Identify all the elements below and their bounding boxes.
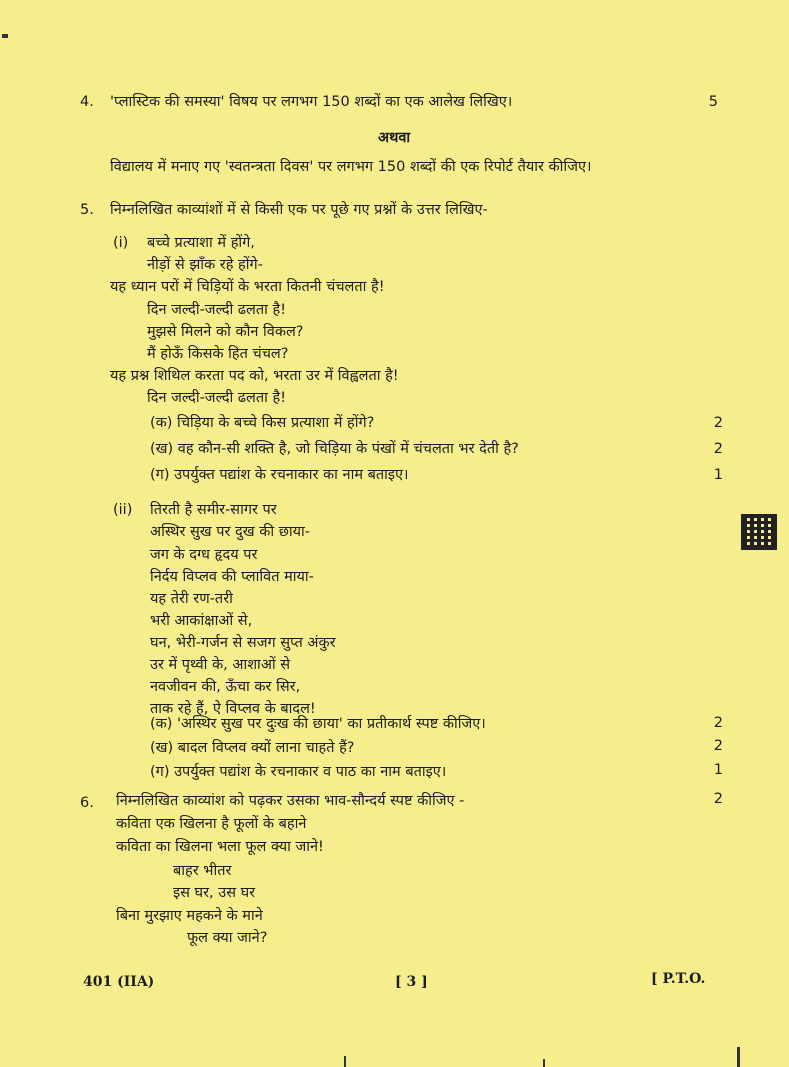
- poem-ii-line: निर्दय विप्लव की प्लावित माया-: [150, 569, 314, 585]
- poem-ii-line: उर में पृथ्वी के, आशाओं से: [150, 657, 291, 673]
- q5-i-question-a: (क) चिड़िया के बच्चे किस प्रत्याशा में होंगे?: [150, 415, 375, 431]
- q4-alt-text: विद्यालय में मनाए गए 'स्वतन्त्रता दिवस' पर लगभग 150 शब्दों की एक रिपोर्ट तैयार कीजिए।: [110, 159, 592, 175]
- page-number: [ 3 ]: [395, 974, 428, 990]
- poem-ii-line: घन, भेरी-गर्जन से सजग सुप्त अंकुर: [150, 635, 336, 651]
- poem-i-line: मुझसे मिलने को कौन विकल?: [147, 324, 304, 340]
- poem-ii-line: जग के दग्ध हृदय पर: [150, 547, 258, 563]
- q5-number: 5.: [80, 202, 94, 218]
- poem-i-line: बच्चे प्रत्याशा में होंगे,: [147, 235, 255, 251]
- q4-number: 4.: [80, 94, 94, 110]
- scan-mark: [737, 1047, 740, 1067]
- poem-6-line: बाहर भीतर: [173, 863, 232, 879]
- scan-mark: [2, 34, 8, 38]
- poem-ii-line: यह तेरी रण-तरी: [150, 591, 233, 607]
- pto-label: [ P.T.O.: [651, 971, 706, 987]
- q4-text: 'प्लास्टिक की समस्या' विषय पर लगभग 150 शब्दों का एक आलेख लिखिए।: [110, 94, 513, 110]
- poem-ii-line: भरी आकांक्षाओं से,: [150, 613, 253, 629]
- q4-or: अथवा: [378, 130, 411, 146]
- q5-ii-label: (ii): [113, 502, 133, 518]
- poem-i-line: यह प्रश्न शिथिल करता पद को, भरता उर में विह्वलता है!: [110, 368, 399, 384]
- poem-i-line: यह ध्यान परों में चिड़ियों के भरता कितनी चंचलता है!: [110, 279, 385, 295]
- q5-ii-question-b: (ख) बादल विप्लव क्यों लाना चाहते हैं?: [150, 740, 355, 756]
- q4-marks: 5: [708, 94, 718, 110]
- q5-i-marks-a: 2: [713, 415, 723, 431]
- q5-i-label: (i): [113, 235, 129, 251]
- q5-i-marks-c: 1: [713, 467, 723, 483]
- q5-ii-marks-c: 1: [713, 762, 723, 778]
- poem-ii-line: नवजीवन की, ऊँचा कर सिर,: [150, 679, 301, 695]
- poem-6-line: फूल क्या जाने?: [187, 930, 268, 946]
- q5-ii-question-c: (ग) उपर्युक्त पद्यांश के रचनाकार व पाठ का नाम बताइए।: [150, 764, 447, 780]
- scan-mark: [543, 1059, 545, 1067]
- q6-text: निम्नलिखित काव्यांश को पढ़कर उसका भाव-सौन्दर्य स्पष्ट कीजिए -: [116, 793, 465, 809]
- q5-ii-question-a: (क) 'अस्थिर सुख पर दुःख की छाया' का प्रतीकार्थ स्पष्ट कीजिए।: [150, 716, 486, 732]
- poem-6-line: इस घर, उस घर: [173, 885, 256, 901]
- q5-i-question-b: (ख) वह कौन-सी शक्ति है, जो चिड़िया के पंखों में चंचलता भर देती है?: [150, 441, 519, 457]
- qr-code-icon: [741, 514, 777, 550]
- poem-ii-line: ताक रहे हैं, ऐ विप्लव के बादल!: [150, 701, 316, 717]
- poem-i-line: दिन जल्दी-जल्दी ढलता है!: [147, 390, 287, 406]
- poem-ii-line: तिरती है समीर-सागर पर: [150, 502, 277, 518]
- poem-i-line: मैं होऊँ किसके हित चंचल?: [147, 346, 289, 362]
- q5-i-marks-b: 2: [713, 441, 723, 457]
- poem-i-line: नीड़ों से झाँक रहे होंगे-: [147, 257, 263, 273]
- q6-number: 6.: [80, 795, 94, 811]
- poem-6-line: बिना मुरझाए महकने के माने: [116, 908, 263, 924]
- poem-i-line: दिन जल्दी-जल्दी ढलता है!: [147, 302, 287, 318]
- q5-text: निम्नलिखित काव्यांशों में से किसी एक पर पूछे गए प्रश्नों के उत्तर लिखिए-: [110, 202, 488, 218]
- paper-code: 401 (IIA): [83, 974, 155, 990]
- q5-ii-marks-a: 2: [713, 715, 723, 731]
- poem-ii-line: अस्थिर सुख पर दुख की छाया-: [150, 524, 311, 540]
- q5-i-question-c: (ग) उपर्युक्त पद्यांश के रचनाकार का नाम बताइए।: [150, 467, 409, 483]
- poem-6-line: कविता एक खिलना है फूलों के बहाने: [116, 816, 307, 832]
- scan-mark: [344, 1056, 346, 1067]
- poem-6-line: कविता का खिलना भला फूल क्या जाने!: [116, 839, 324, 855]
- q5-ii-marks-b: 2: [713, 738, 723, 754]
- q6-marks: 2: [713, 791, 723, 807]
